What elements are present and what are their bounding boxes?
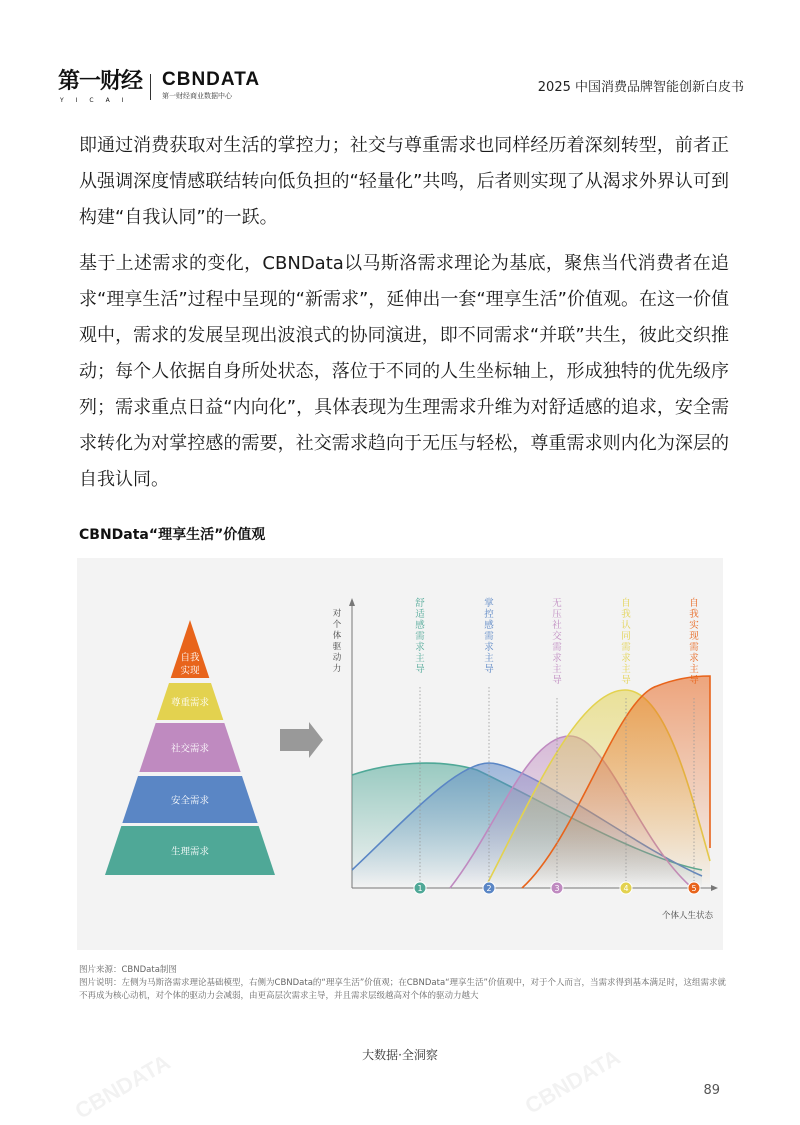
y-axis-label: 体 — [332, 631, 342, 641]
figure-panel — [77, 558, 723, 950]
stage-label: 主 — [689, 664, 699, 675]
stage-label: 主 — [484, 653, 494, 664]
stage-label: 控 — [484, 609, 494, 620]
stage-label: 导 — [689, 675, 699, 686]
document-title: 2025 中国消费品牌智能创新白皮书 — [537, 80, 744, 95]
stage-label: 需 — [552, 642, 562, 653]
page-number: 89 — [703, 1083, 720, 1098]
stage-number: 1 — [417, 884, 423, 893]
stage-label: 导 — [415, 664, 425, 675]
pyramid-label: 自我 — [180, 652, 200, 664]
body-text — [79, 128, 729, 508]
stage-label: 导 — [552, 675, 562, 686]
y-axis-label: 驱 — [332, 642, 342, 652]
x-axis-label: 个体人生状态 — [661, 911, 713, 921]
stage-label: 社 — [552, 620, 562, 631]
figure-captions — [79, 964, 729, 1003]
stage-label: 主 — [621, 664, 631, 675]
pyramid-label: 生理需求 — [170, 846, 210, 858]
figure-note: 图片说明：左侧为马斯洛需求理论基础模型，右侧为CBNData的“理享生活”价值观；在CBNData“理享生活”价值观中，对于个人而言，当需求得到基本满足时，这组需求就不再成为核心动机，对个体的驱动力会减弱，由更高层次需求主导，并且需求层级越高对个体的驱动力越大 — [79, 978, 726, 1001]
stage-label: 压 — [552, 609, 562, 620]
y-axis-arrow-icon — [349, 598, 355, 606]
watermark: CBNDATA — [70, 1049, 175, 1124]
stage-label: 认 — [621, 620, 631, 631]
stage-label: 感 — [484, 620, 494, 631]
logo-divider — [150, 74, 151, 100]
y-axis-label: 力 — [332, 664, 342, 674]
x-axis-arrow-icon — [711, 885, 718, 891]
figure-source: 图片来源：CBNData制图 — [79, 965, 177, 975]
stage-label: 导 — [621, 675, 631, 686]
figure-title: CBNData“理享生活”价值观 — [79, 527, 266, 543]
body-paragraph: 即通过消费获取对生活的掌控力；社交与尊重需求也同样经历着深刻转型，前者正从强调深度情感联结转向低负担的“轻量化”共鸣，后者则实现了从渴求外界认可到构建“自我认同”的一跃。 — [79, 135, 729, 228]
y-axis-label: 个 — [332, 620, 342, 630]
stage-label: 自 — [689, 598, 699, 609]
stage-label: 交 — [552, 631, 562, 642]
yicai-logo-sub: YICAI — [60, 97, 136, 104]
stage-label: 求 — [689, 653, 699, 664]
cbndata-logo: CBNDATA — [162, 69, 261, 90]
stage-label: 主 — [415, 653, 425, 664]
body-paragraph: 基于上述需求的变化，CBNData以马斯洛需求理论为基底，聚焦当代消费者在追求“理享生活”过程中呈现的“新需求”，延伸出一套“理享生活”价值观。在这一价值观中，需求的发展呈现出波浪式的协同演进，即不同需求“并联”共生，彼此交织推动；每个人依据自身所处状态，落位于不同的人生坐标轴上，形成独特的优先级序列；需求重点日益“内向化”，具体表现为生理需求升维为对舒适感的追求，安全需求转化为对掌控感的需要，社交需求趋向于无压与轻松，尊重需求则内化为深层的自我认同。 — [79, 253, 729, 490]
stage-label: 自 — [621, 598, 631, 609]
stage-label: 需 — [484, 631, 494, 642]
footer-slogan: 大数据·全洞察 — [362, 1048, 438, 1062]
arrow-icon — [280, 722, 323, 758]
stage-label: 需 — [415, 631, 425, 642]
pyramid-label: 安全需求 — [170, 795, 210, 807]
stage-label: 我 — [689, 609, 699, 620]
stage-label: 需 — [621, 642, 631, 653]
stage-label: 求 — [552, 653, 562, 664]
stage-label: 求 — [484, 642, 494, 653]
stage-label: 主 — [552, 664, 562, 675]
cbndata-logo-sub: 第一财经商业数据中心 — [162, 92, 232, 100]
stage-number: 5 — [691, 884, 697, 893]
pyramid-label: 尊重需求 — [170, 697, 210, 709]
pyramid-label: 实现 — [180, 665, 200, 677]
stage-label: 现 — [689, 631, 699, 642]
watermark: CBNDATA — [520, 1044, 625, 1119]
y-axis-label: 动 — [332, 653, 342, 663]
stage-label: 同 — [621, 631, 631, 642]
stage-label: 求 — [415, 642, 425, 653]
needs-diagram — [77, 558, 723, 950]
stage-label: 需 — [689, 642, 699, 653]
stage-label: 掌 — [484, 598, 494, 609]
stage-label: 舒 — [415, 598, 425, 609]
stage-number: 2 — [486, 884, 492, 893]
stage-label: 我 — [621, 609, 631, 620]
stage-number: 3 — [554, 884, 560, 893]
stage-label: 适 — [415, 609, 425, 620]
y-axis-label: 对 — [332, 609, 342, 619]
stage-label: 求 — [621, 653, 631, 664]
stage-label: 无 — [552, 598, 562, 609]
stage-label: 导 — [484, 664, 494, 675]
stage-number: 4 — [623, 884, 629, 893]
pyramid-label: 社交需求 — [170, 743, 210, 755]
stage-label: 实 — [689, 620, 699, 631]
stage-label: 感 — [415, 620, 425, 631]
yicai-logo: 第一财经 — [58, 69, 143, 94]
